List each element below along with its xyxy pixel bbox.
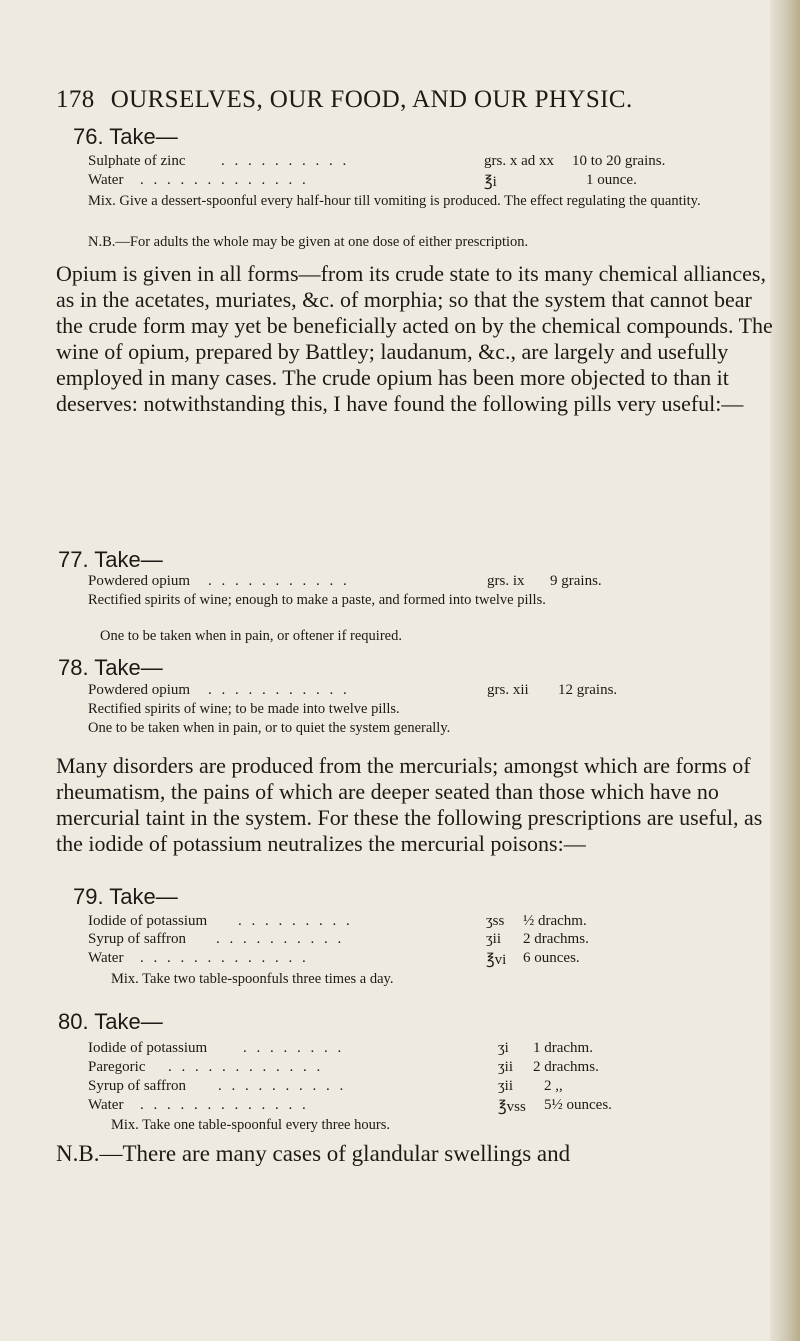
rx-ingredient: Powdered opium xyxy=(88,682,191,698)
running-title: OURSELVES, OUR FOOD, AND OUR PHYSIC. xyxy=(110,86,633,113)
rx-ingredient: Sulphate of zinc xyxy=(88,153,186,169)
rx-amount: 9 grains. xyxy=(550,573,602,589)
rx76-row-2 xyxy=(88,172,778,189)
rx-ingredient: Syrup of saffron xyxy=(88,931,187,947)
rx-amount: ½ drachm. xyxy=(523,913,587,929)
rx-ingredient: Syrup of saffron xyxy=(88,1078,187,1094)
rx-measure: ʒss xyxy=(486,913,505,929)
rx-ingredient: Water xyxy=(88,1097,124,1113)
rx80-row-2 xyxy=(88,1059,778,1076)
dot-leader: . . . . . . . . . xyxy=(238,913,353,929)
rx80-row-1 xyxy=(88,1040,778,1057)
rx76-directions: Mix. Give a dessert-spoonful every half-hour till vomiting is produced. The effect regulating the quantity. xyxy=(88,193,701,209)
dot-leader: . . . . . . . . . . . xyxy=(208,682,350,698)
rx-amount: 5½ ounces. xyxy=(544,1097,612,1113)
paragraph-mercurials: Many disorders are produced from the mercurials; amongst which are forms of rheumatism, the pains of which are deeper seated than those which have no mercurial taint in the system. For these the following prescriptions are useful, as the iodide of potassium neutralizes the mercurial poisons:— xyxy=(56,753,763,856)
rx-amount: 1 ounce. xyxy=(586,172,637,188)
dot-leader: . . . . . . . . . . xyxy=(218,1078,347,1094)
rx78-row xyxy=(88,682,778,699)
dot-leader: . . . . . . . . xyxy=(243,1040,345,1056)
rx-measure: ʒii xyxy=(498,1059,513,1075)
rx80-directions: Mix. Take one table-spoonful every three hours. xyxy=(111,1117,390,1133)
rx-ingredient: Powdered opium xyxy=(88,573,191,589)
rx-amount: 2 drachms. xyxy=(523,931,589,947)
rx77-preparation: Rectified spirits of wine; enough to make a paste, and formed into twelve pills. xyxy=(88,592,546,608)
rx-amount: 1 drachm. xyxy=(533,1040,593,1056)
dot-leader: . . . . . . . . . . . . . xyxy=(140,1097,309,1113)
rx-amount: 12 grains. xyxy=(558,682,618,698)
rx-measure: ʒii xyxy=(498,1078,513,1094)
rx-measure: ℥i xyxy=(484,174,497,190)
rx-ingredient: Iodide of potassium xyxy=(88,1040,208,1056)
rx78-directions: One to be taken when in pain, or to quiet the system generally. xyxy=(88,720,451,736)
rx-measure: ℥vss xyxy=(498,1099,526,1115)
running-header xyxy=(56,86,633,114)
rx-measure: ʒii xyxy=(486,931,501,947)
rx79-row-2 xyxy=(88,931,778,948)
rx79-directions: Mix. Take two table-spoonfuls three times a day. xyxy=(111,971,394,987)
rx76-row-1 xyxy=(88,153,778,170)
dot-leader: . . . . . . . . . . . . . xyxy=(140,950,309,966)
dot-leader: . . . . . . . . . . xyxy=(221,153,350,169)
rx79-title: 79. Take— xyxy=(73,884,178,909)
rx77-directions: One to be taken when in pain, or oftener if required. xyxy=(100,628,402,644)
rx-amount: 6 ounces. xyxy=(523,950,580,966)
dot-leader: . . . . . . . . . . . . xyxy=(168,1059,324,1075)
dot-leader: . . . . . . . . . . . . . xyxy=(140,172,309,188)
dot-leader: . . . . . . . . . . . xyxy=(208,573,350,589)
rx-ingredient: Iodide of potassium xyxy=(88,913,208,929)
rx80-title: 80. Take— xyxy=(58,1009,163,1034)
rx78-title: 78. Take— xyxy=(58,655,163,680)
dot-leader: . . . . . . . . . . xyxy=(216,931,345,947)
rx-ingredient: Paregoric xyxy=(88,1059,146,1075)
rx77-title: 77. Take— xyxy=(58,547,163,572)
rx80-row-3 xyxy=(88,1078,778,1095)
rx-ingredient: Water xyxy=(88,172,124,188)
rx79-row-1 xyxy=(88,913,778,930)
rx-amount: 10 to 20 grains. xyxy=(572,153,666,169)
rx76-note: N.B.—For adults the whole may be given at one dose of either prescription. xyxy=(88,234,529,250)
rx78-preparation: Rectified spirits of wine; to be made into twelve pills. xyxy=(88,701,400,717)
rx-measure: grs. x ad xx xyxy=(484,153,554,169)
footer-note: N.B.—There are many cases of glandular swellings and xyxy=(56,1141,571,1166)
rx-amount: 2 drachms. xyxy=(533,1059,599,1075)
rx77-row xyxy=(88,573,778,590)
rx79-row-3 xyxy=(88,950,778,967)
rx-ingredient: Water xyxy=(88,950,124,966)
rx-measure: ℥vi xyxy=(486,952,507,968)
paragraph-opium: Opium is given in all forms—from its crude state to its many chemical alliances, as in the acetates, muriates, &c. of morphia; so that the system that cannot bear the crude form may yet be beneficially acted on by the chemical compounds. The wine of opium, prepared by Battley; laudanum, &c., are largely and usefully employed in many cases. The crude opium has been more objected to than it deserves: notwithstanding this, I have found the following pills very useful:— xyxy=(56,261,773,416)
page-number: 178 xyxy=(56,86,95,113)
rx-amount: 2 ,, xyxy=(544,1078,563,1094)
rx-measure: grs. xii xyxy=(487,682,529,698)
rx-measure: ʒi xyxy=(498,1040,509,1056)
rx76-title: 76. Take— xyxy=(73,124,178,149)
rx80-row-4 xyxy=(88,1097,778,1114)
rx-measure: grs. ix xyxy=(487,573,525,589)
